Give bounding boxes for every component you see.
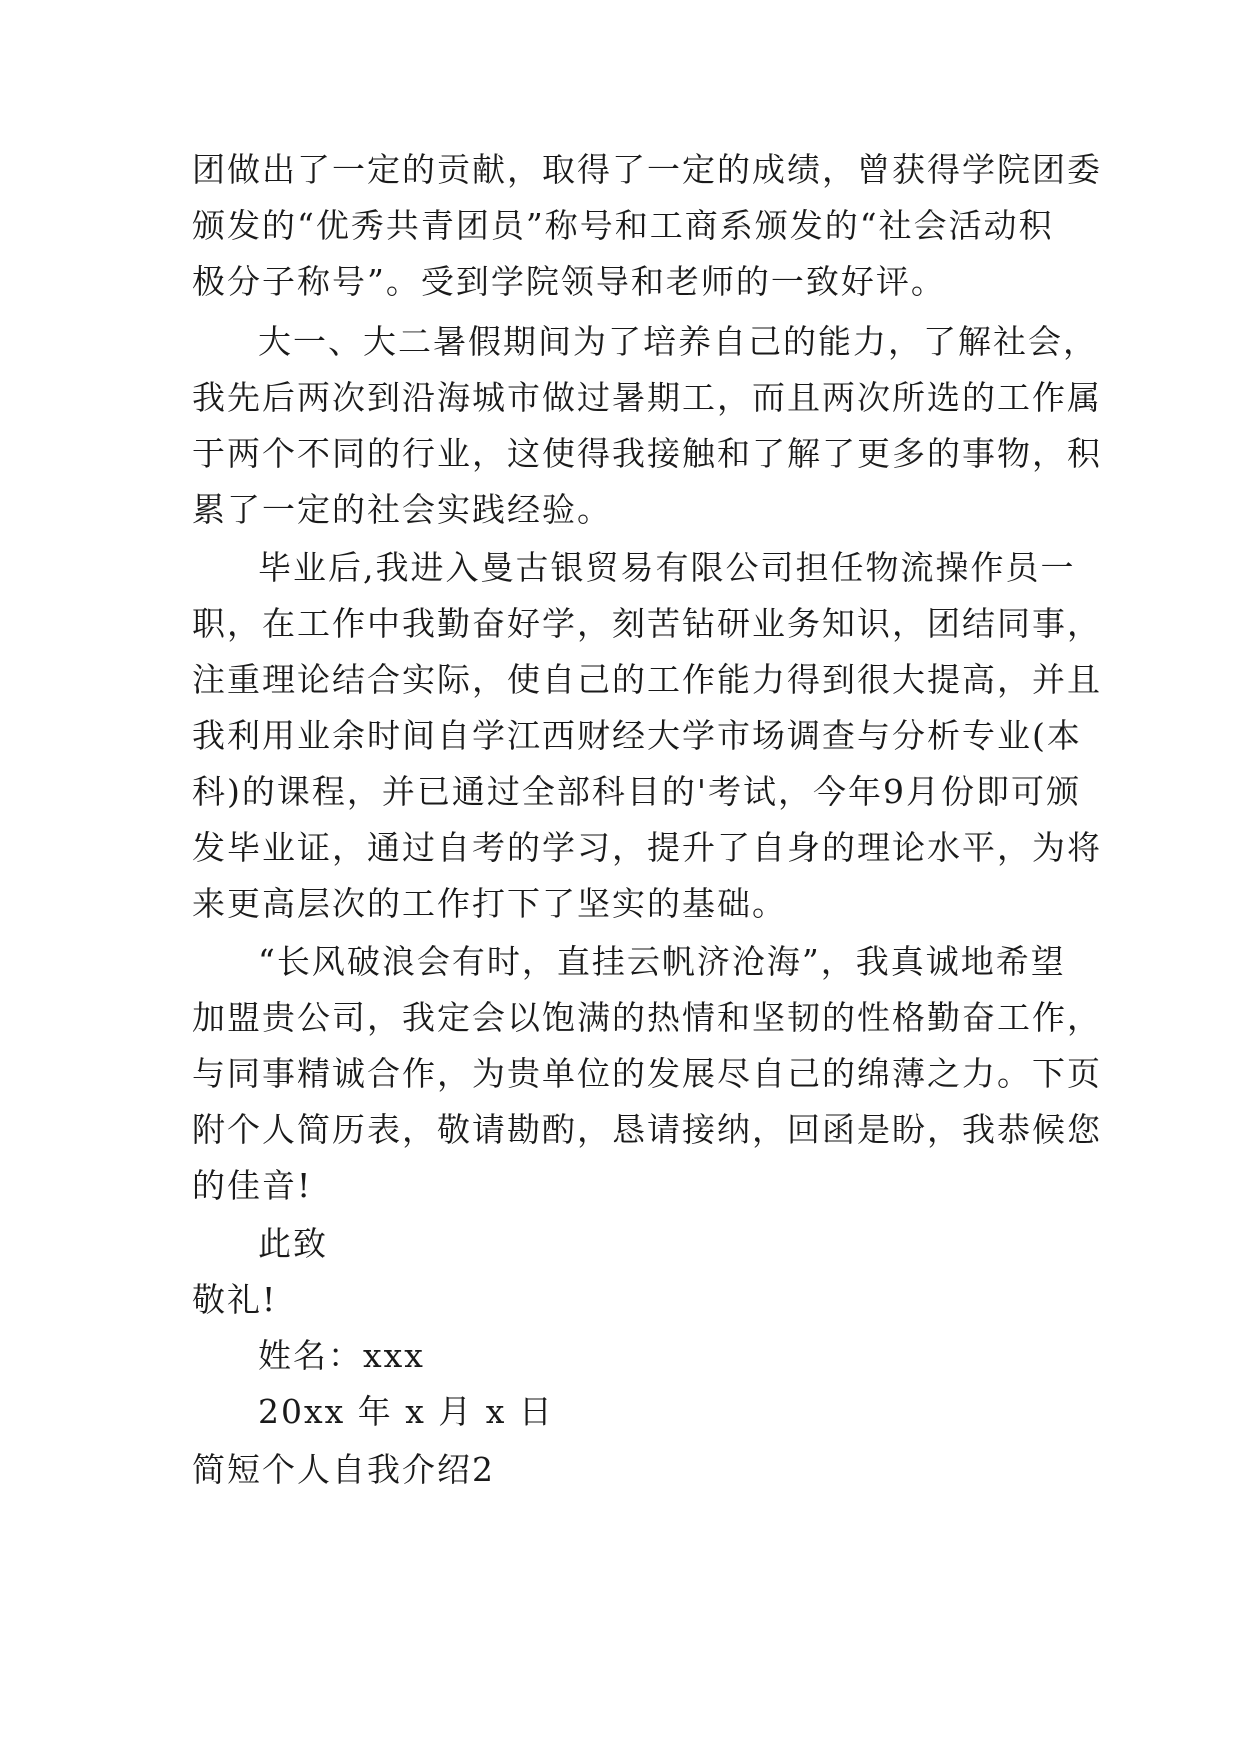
paragraph-line: 累了一定的社会实践经验。 (192, 490, 612, 529)
paragraph-line: 团做出了一定的贡献，取得了一定的成绩，曾获得学院团委 (192, 150, 1102, 189)
paragraph-line: 颁发的“优秀共青团员”称号和工商系颁发的“社会活动积 (192, 206, 1054, 245)
signature-name: 姓名：xxx (258, 1336, 425, 1375)
closing-salutation: 此致 (258, 1224, 328, 1263)
paragraph-line: “长风破浪会有时，直挂云帆济沧海”，我真诚地希望 (258, 942, 1066, 981)
paragraph-line: 科)的课程，并已通过全部科目的'考试，今年9月份即可颁 (192, 772, 1081, 811)
closing-regards: 敬礼! (192, 1280, 278, 1319)
paragraph-line: 附个人简历表，敬请勘酌，恳请接纳，回函是盼，我恭候您 (192, 1110, 1102, 1149)
paragraph-line: 加盟贵公司，我定会以饱满的热情和坚韧的性格勤奋工作， (192, 998, 1102, 1037)
paragraph-line: 的佳音! (192, 1166, 313, 1205)
paragraph-line: 于两个不同的行业，这使得我接触和了解了更多的事物，积 (192, 434, 1102, 473)
paragraph-line: 大一、大二暑假期间为了培养自己的能力，了解社会， (258, 322, 1098, 361)
paragraph-line: 极分子称号”。受到学院领导和老师的一致好评。 (192, 262, 946, 301)
paragraph-line: 注重理论结合实际，使自己的工作能力得到很大提高，并且 (192, 660, 1102, 699)
paragraph-line: 与同事精诚合作，为贵单位的发展尽自己的绵薄之力。下页 (192, 1054, 1102, 1093)
paragraph-line: 毕业后,我进入曼古银贸易有限公司担任物流操作员一 (258, 548, 1076, 587)
signature-date: 20xx 年 x 月 x 日 (258, 1392, 554, 1431)
section-heading: 简短个人自我介绍2 (192, 1450, 495, 1489)
paragraph-line: 发毕业证，通过自考的学习，提升了自身的理论水平，为将 (192, 828, 1102, 867)
paragraph-line: 我先后两次到沿海城市做过暑期工，而且两次所选的工作属 (192, 378, 1102, 417)
paragraph-line: 职，在工作中我勤奋好学，刻苦钻研业务知识，团结同事， (192, 604, 1102, 643)
paragraph-line: 我利用业余时间自学江西财经大学市场调查与分析专业(本 (192, 716, 1082, 755)
paragraph-line: 来更高层次的工作打下了坚实的基础。 (192, 884, 787, 923)
